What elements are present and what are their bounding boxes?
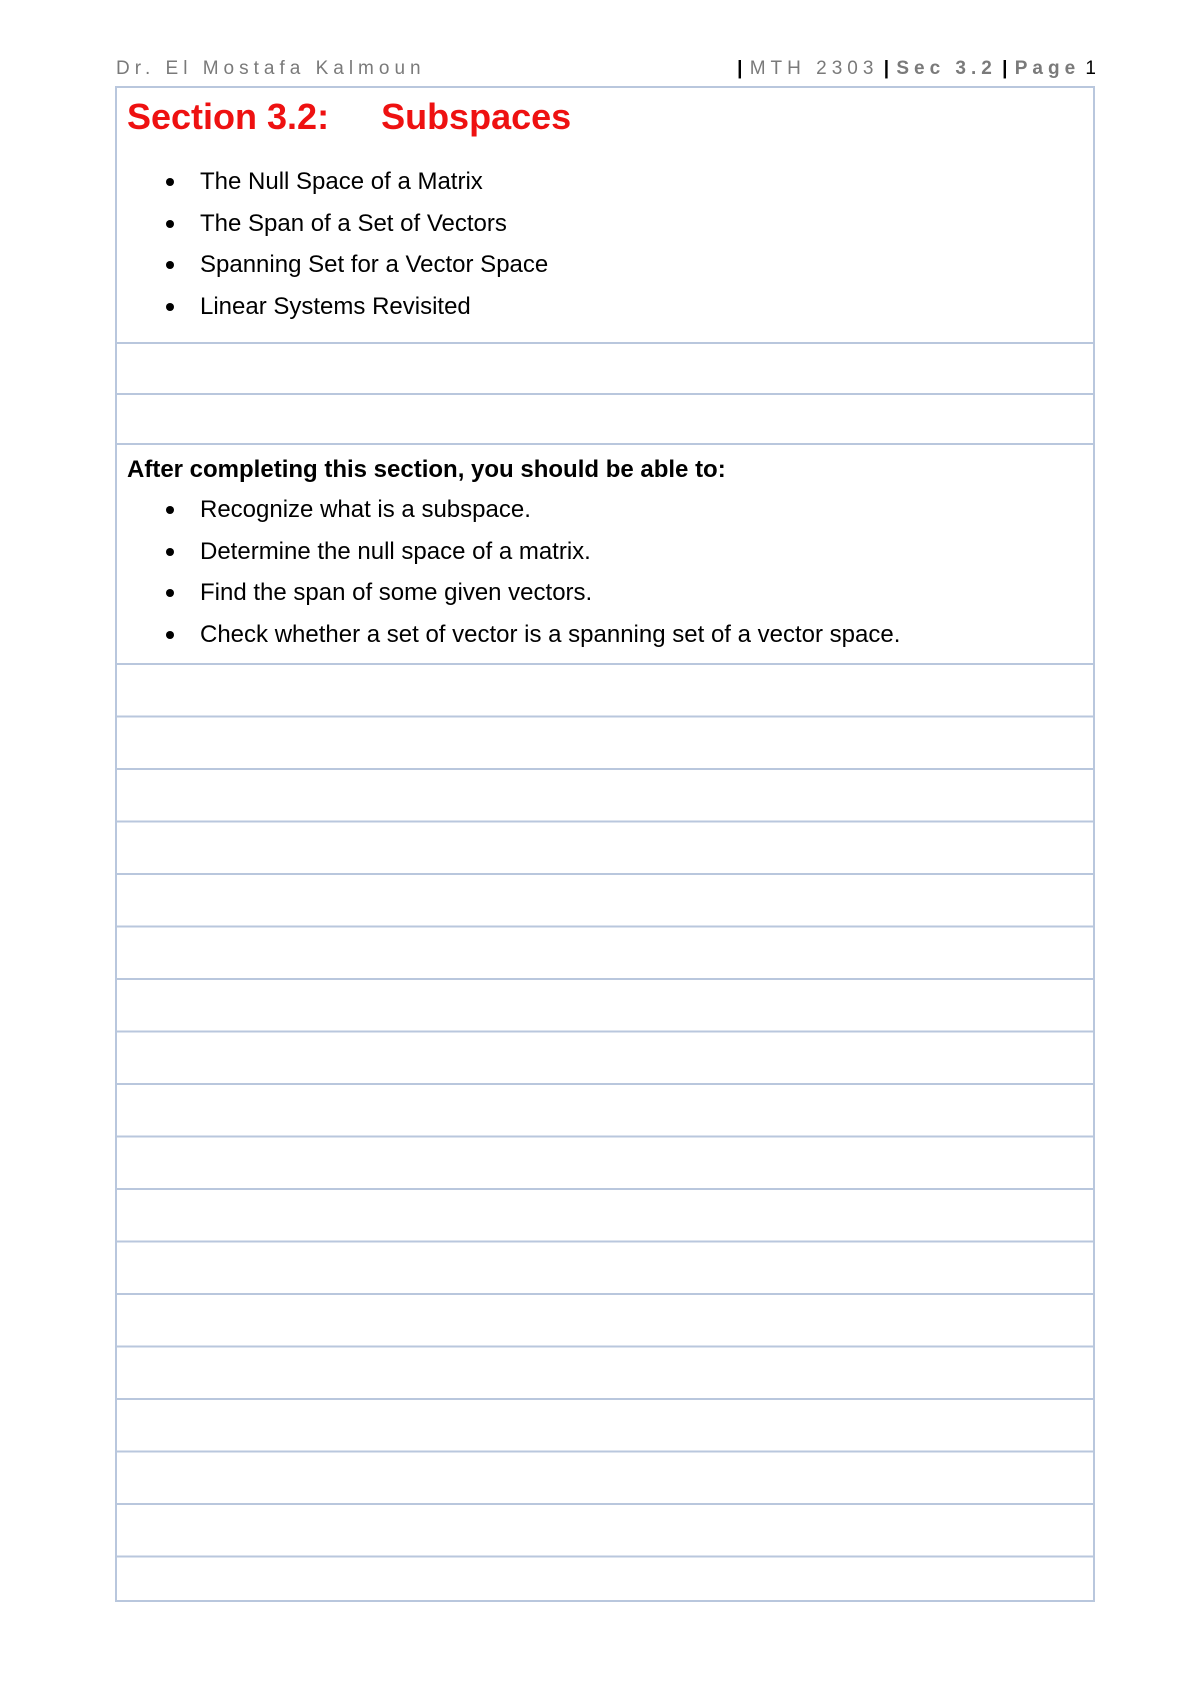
- header-course-info: [737, 58, 1096, 80]
- blank-row: [117, 395, 1093, 445]
- header-separator: |: [1002, 58, 1010, 79]
- section-intro: [117, 88, 1093, 344]
- section-subject: Subspaces: [381, 96, 572, 137]
- learning-objectives: [117, 445, 1093, 665]
- blank-row: [117, 344, 1093, 395]
- list-item: Recognize what is a subspace.: [117, 489, 900, 531]
- header-separator: |: [883, 58, 892, 79]
- list-item: Spanning Set for a Vector Space: [117, 244, 548, 286]
- header-course: MTH 2303: [749, 58, 879, 79]
- notes-frame: [115, 86, 1095, 1602]
- list-item: Determine the null space of a matrix.: [117, 531, 900, 573]
- page-header: [116, 58, 1096, 86]
- objectives-heading: After completing this section, you should be able to:: [127, 456, 726, 483]
- section-title: [127, 96, 571, 138]
- header-author: Dr. El Mostafa Kalmoun: [116, 58, 426, 79]
- ruled-notes-area: [117, 665, 1093, 1600]
- list-item: The Span of a Set of Vectors: [117, 203, 548, 245]
- header-section: Sec 3.2: [896, 58, 997, 79]
- header-separator: |: [737, 58, 745, 79]
- list-item: Linear Systems Revisited: [117, 286, 548, 328]
- objective-list: [117, 489, 900, 655]
- list-item: Check whether a set of vector is a spanning set of a vector space.: [117, 614, 900, 656]
- header-page-word: Page: [1014, 58, 1081, 79]
- list-item: Find the span of some given vectors.: [117, 572, 900, 614]
- list-item: The Null Space of a Matrix: [117, 161, 548, 203]
- header-page-number: 1: [1085, 58, 1096, 79]
- section-number: Section 3.2:: [127, 96, 330, 137]
- topic-list: [117, 161, 548, 327]
